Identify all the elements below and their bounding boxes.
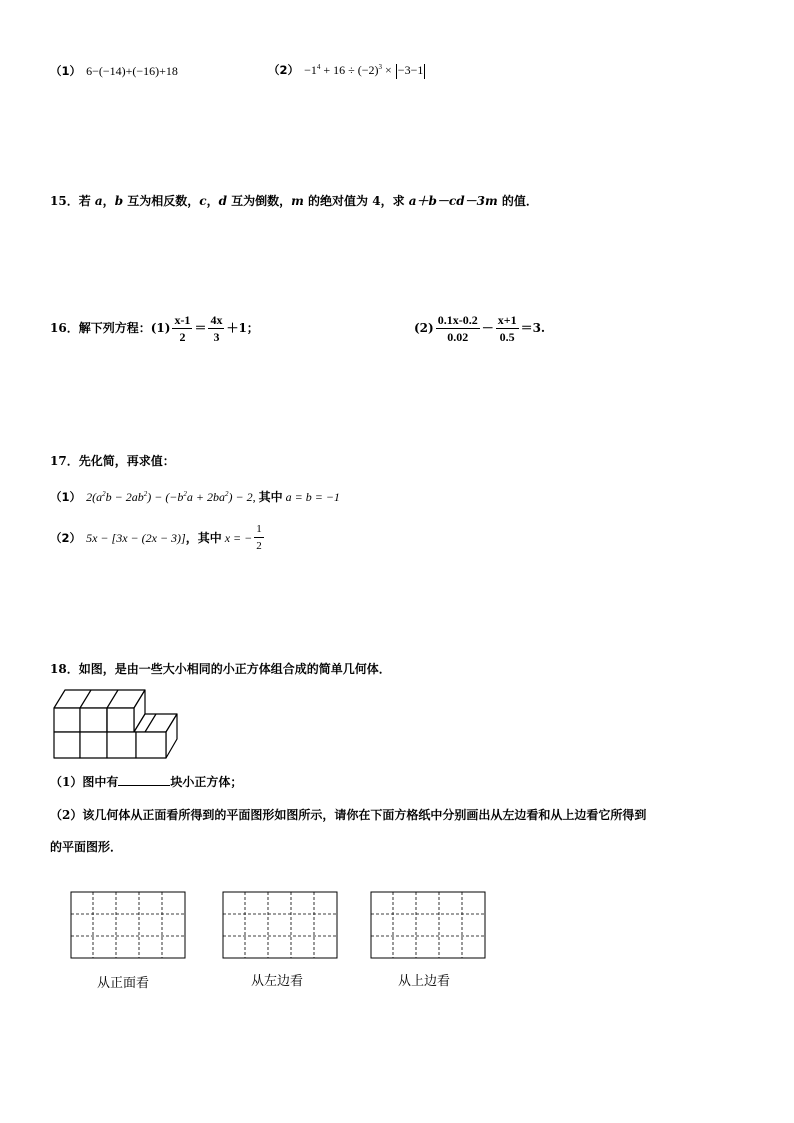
p15-expression: a＋b－cd－3m (408, 194, 498, 208)
grid-top-label: 从上边看 (398, 974, 451, 989)
p17-item2-expression: 5x − [3x − (2x − 3)] (86, 531, 186, 545)
grid-front-view[interactable] (70, 891, 186, 959)
grid-left-label: 从左边看 (251, 974, 304, 989)
p18-question2-line1: （2）该几何体从正面看所得到的平面图形如图所示，请你在下面方格纸中分别画出从左边看和从上边看它所得到 (50, 808, 647, 822)
p17-item2: （2） 5x − [3x − (2x − 3)]，其中 x = − $\frac{1}{2}$ (50, 523, 262, 552)
p14-item2-expression: $-1^4 + 16 \div (-2)^3 \times -3-1$ (304, 63, 424, 77)
p18-text: 18．如图，是由一些大小相同的小正方体组合成的简单几何体． (50, 662, 391, 676)
p17-item1-expression: $2(a^2b - 2ab^2) - (-b^2a + 2ba^2) - 2$, (86, 490, 259, 504)
p17-item1: （1） $2(a^2b - 2ab^2) - (-b^2a + 2ba^2) - 2$, 其中 a = b = −1 (50, 490, 340, 504)
answer-blank[interactable] (118, 774, 170, 786)
p16-equation2: (2) $\frac{0.1x-0.2}{0.02}$ － $\frac{x+1}{0.5}$ ＝3. (414, 313, 546, 344)
p14-item1 (50, 60, 178, 79)
grid-left-view[interactable] (222, 891, 338, 959)
p14-item2-number: （2） (268, 63, 300, 77)
p17-heading: 17．先化简，再求值： (50, 454, 175, 468)
p18-question2-line2: 的平面图形． (50, 840, 123, 854)
grid-top-view[interactable] (370, 891, 486, 959)
cube-figure (50, 686, 182, 762)
p14-item2 (268, 59, 426, 79)
grid-front-label: 从正面看 (97, 976, 150, 991)
p14-item1-number: （1） (50, 64, 82, 78)
p14-item1-expression: 6−(−14)+(−16)+18 (86, 64, 178, 78)
p16-equation1: 16．解下列方程：(1) $\frac{x-1}{2}$ ＝ $\frac{4x}{3}$ ＋1； (50, 313, 259, 344)
p18-question1: （1）图中有 块小正方体； (50, 775, 243, 789)
p15-text: 15．若 a，b 互为相反数，c，d 互为倒数，m 的绝对值为 4，求 a＋b－cd－3m 的值． (50, 194, 538, 208)
